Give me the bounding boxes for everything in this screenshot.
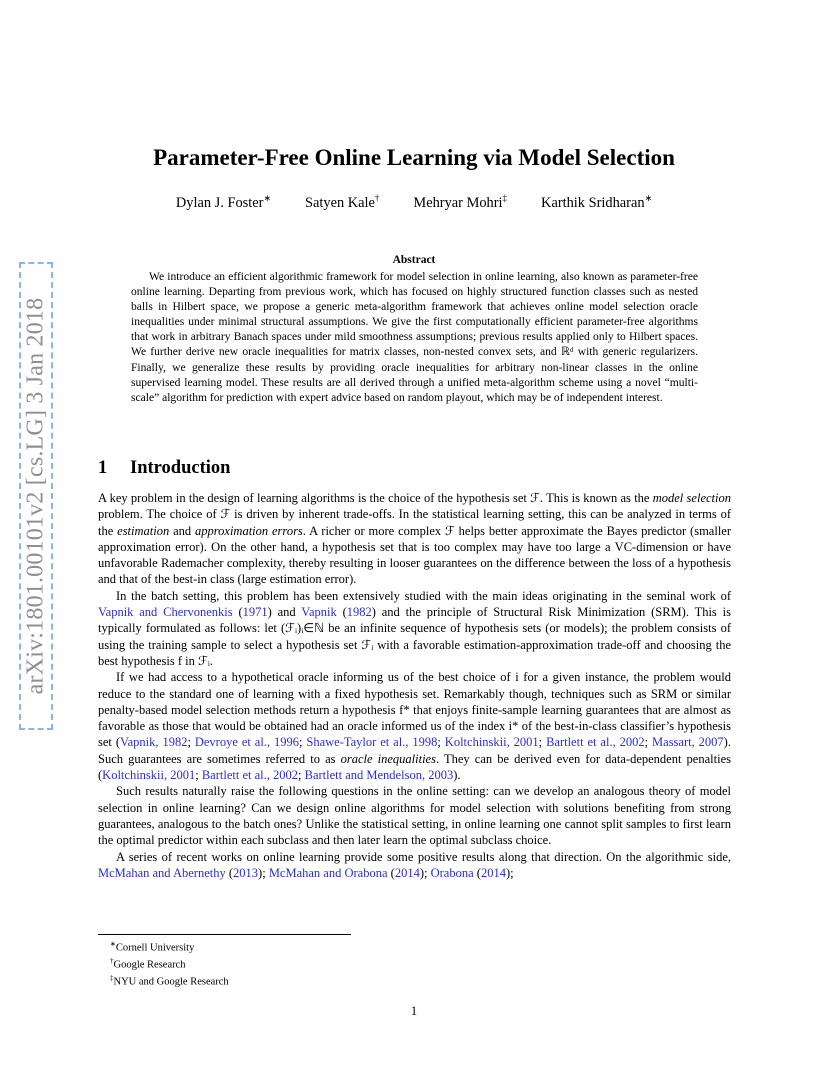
citation-link[interactable]: Devroye et al., 1996 (194, 735, 299, 750)
author-1: Dylan J. Foster∗ (175, 193, 271, 211)
citation-link[interactable]: Koltchinskii, 2001 (102, 768, 196, 783)
citation-link[interactable]: 2014 (394, 865, 420, 880)
citation-link[interactable]: Massart, 2007 (652, 735, 724, 750)
citation-link[interactable]: 1971 (242, 605, 268, 620)
paragraph-4: Such results naturally raise the following questions in the online setting: can we develop an analogous theory of model selection in online learning? Can we design online algorithms for model selection with solutions benefiting from strong guarantees, analogous to the batch ones? Unlike the statistical setting, in online learning one cannot split samples to first learn the optimal predictor within each subclass and then later learn the optimal subclass choice. (98, 784, 731, 848)
citation-link[interactable]: Bartlett and Mendelson, 2003 (304, 768, 454, 783)
citation-link[interactable]: Orabona (430, 865, 474, 880)
footnote-divider (98, 934, 351, 935)
abstract-text: We introduce an efficient algorithmic framework for model selection in online learning, also known as parameter-free online learning. Departing from previous work, which has focused on highly structured function classes such as nested balls in Hilbert space, we propose a generic meta-algorithm framework that achieves online model selection oracle inequalities under minimal structural assumptions. We give the first computationally efficient parameter-free algorithms that work in arbitrary Banach spaces under mild smoothness assumptions; previous results applied only to Hilbert spaces. We further derive new oracle inequalities for matrix classes, non-nested convex sets, and ℝᵈ with generic regularizers. Finally, we generalize these results by providing oracle inequalities for arbitrary non-linear classes in the online supervised learning model. These results are all derived through a unified meta-algorithm scheme using a novel “multi-scale” algorithm for prediction with expert advice based on random playout, which may be of independent interest. (131, 271, 698, 404)
citation-link[interactable]: McMahan and Abernethy (98, 865, 226, 880)
citation-link[interactable]: Vapnik and Chervonenkis (98, 605, 233, 620)
author-list (0, 193, 828, 212)
citation-link[interactable]: Bartlett et al., 2002 (201, 768, 298, 783)
paper-title: Parameter-Free Online Learning via Model Selection (153, 145, 675, 170)
citation-link[interactable]: 2013 (233, 865, 259, 880)
body-text (98, 490, 731, 881)
citation-link[interactable]: Koltchinskii, 2001 (444, 735, 539, 750)
citation-link[interactable]: Shawe-Taylor et al., 1998 (306, 735, 438, 750)
citation-link[interactable]: 1982 (346, 605, 372, 620)
citation-link[interactable]: Vapnik (301, 605, 337, 620)
author-3: Mehryar Mohri‡ (413, 193, 508, 211)
citation-link[interactable]: McMahan and Orabona (268, 865, 388, 880)
page-number: 1 (410, 1004, 418, 1018)
footnote-1: ∗Cornell University (110, 940, 195, 954)
citation-link[interactable]: Vapnik, 1982 (119, 735, 188, 750)
citation-link[interactable]: Bartlett et al., 2002 (546, 735, 645, 750)
citation-link[interactable]: 2014 (480, 865, 506, 880)
author-4: Karthik Sridharan∗ (541, 193, 653, 211)
paragraph-3: If we had access to a hypothetical oracle informing us of the best choice of i for a given instance, the problem would reduce to the standard one of learning with a fixed hypothesis set. Remarkably though, techniques such as SRM or similar penalty-based model selection methods return a hypothesis f* that enjoys finite-sample learning guarantees that are almost as favorable as those that would be obtained had an oracle informed us of the index i* of the best-in-class classifier’s hypothesis set (Vapnik, 1982; Devroye et al., 1996; Shawe-Taylor et al., 1998; Koltchinskii, 2001; Bartlett et al., 2002; Massart, 2007). Such guarantees are sometimes referred to as oracle inequalities. They can be derived even for data-dependent penalties (Koltchinskii, 2001; Bartlett et al., 2002; Bartlett and Mendelson, 2003). (98, 670, 731, 783)
author-2: Satyen Kale† (304, 193, 380, 211)
footnote-3: ‡NYU and Google Research (110, 974, 229, 988)
paragraph-2: In the batch setting, this problem has been extensively studied with the main ideas originating in the seminal work of Vapnik and Chervonenkis (1971) and Vapnik (1982) and the principle of Structural Risk Minimization (SRM). This is typically formulated as follows: let (ℱᵢ)ᵢ∈ℕ be an infinite sequence of hypothesis sets (or models); the problem consists of using the training sample to select a hypothesis set ℱᵢ with a favorable estimation-approximation trade-off and choosing the best hypothesis f in ℱᵢ. (98, 588, 731, 668)
footnotes (110, 938, 229, 989)
paragraph-1: A key problem in the design of learning algorithms is the choice of the hypothesis set ℱ. This is known as the model selection problem. The choice of ℱ is driven by inherent trade-offs. In the statistical learning setting, this can be analyzed in terms of the estimation and approximation errors. A richer or more complex ℱ helps better approximate the Bayes predictor (smaller approximation error). On the other hand, a hypothesis set that is too complex may have too large a VC-dimension or have unfavorable Rademacher complexity, thereby resulting in looser guarantees on the difference between the loss of a hypothesis and that of the best-in class (large estimation error). (98, 491, 731, 587)
section-heading: 1 Introduction (98, 458, 231, 478)
paragraph-5: A series of recent works on online learning provide some positive results along that direction. On the algorithmic side, McMahan and Abernethy (2013); McMahan and Orabona (2014); Orabona (2014); (98, 849, 731, 880)
abstract-heading: Abstract (392, 254, 436, 266)
arxiv-identifier: arXiv:1801.00101v2 [cs.LG] 3 Jan 2018 (22, 297, 49, 695)
footnote-2: †Google Research (110, 957, 186, 971)
